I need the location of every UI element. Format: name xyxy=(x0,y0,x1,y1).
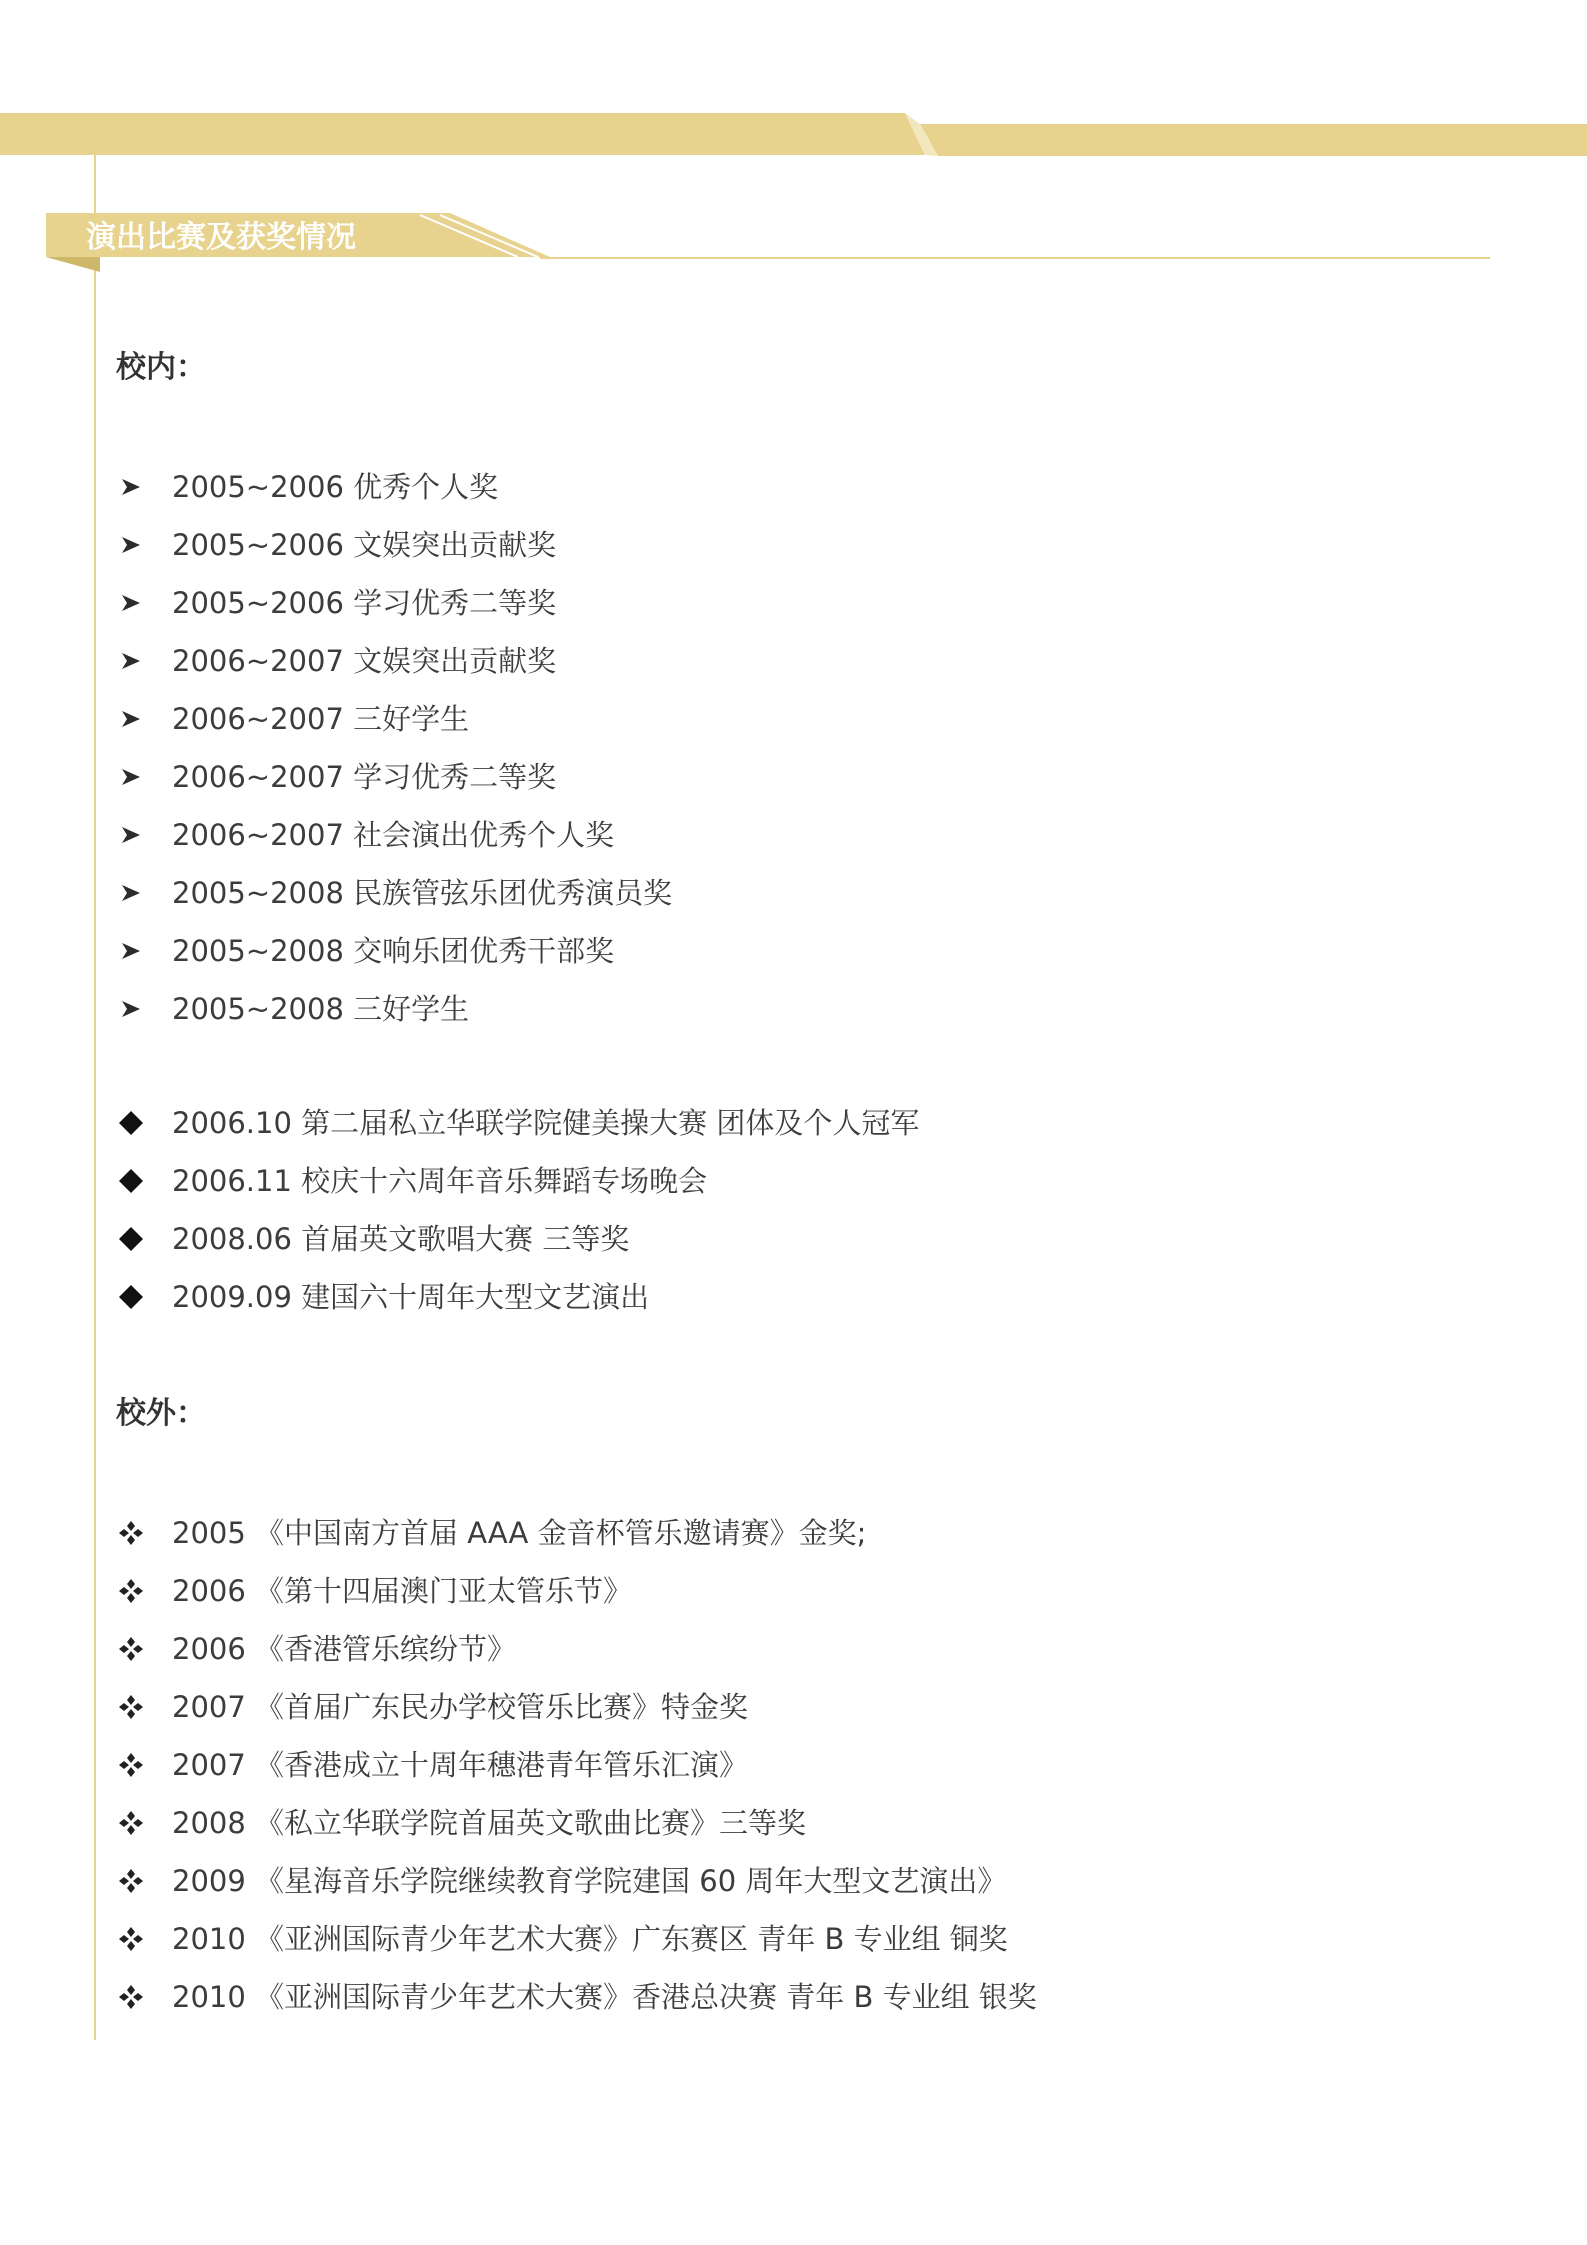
campus-heading: 校内： xyxy=(116,350,206,385)
header-decoration-band xyxy=(0,0,1587,170)
external-item-text: 2009 《星海音乐学院继续教育学院建国 60 周年大型文艺演出》 xyxy=(172,1864,1007,1898)
four-diamond-icon xyxy=(116,1910,146,1968)
list-item xyxy=(116,1678,1037,1736)
arrow-icon xyxy=(116,806,146,864)
four-diamond-icon xyxy=(116,1620,146,1678)
award-text: 2005~2006 文娱突出贡献奖 xyxy=(172,528,557,562)
award-text: 2006~2007 学习优秀二等奖 xyxy=(172,760,557,794)
list-item xyxy=(116,1910,1037,1968)
arrow-icon xyxy=(116,690,146,748)
external-item-text: 2008 《私立华联学院首届英文歌曲比赛》三等奖 xyxy=(172,1806,807,1840)
external-item-text: 2010 《亚洲国际青少年艺术大赛》广东赛区 青年 B 专业组 铜奖 xyxy=(172,1922,1008,1956)
external-item-text: 2005 《中国南方首届 AAA 金音杯管乐邀请赛》金奖; xyxy=(172,1516,867,1550)
event-text: 2006.11 校庆十六周年音乐舞蹈专场晚会 xyxy=(172,1164,708,1198)
award-text: 2006~2007 文娱突出贡献奖 xyxy=(172,644,557,678)
list-item xyxy=(116,980,672,1038)
list-item xyxy=(116,516,672,574)
four-diamond-icon xyxy=(116,1504,146,1562)
arrow-icon xyxy=(116,516,146,574)
arrow-icon xyxy=(116,632,146,690)
external-item-text: 2007 《香港成立十周年穗港青年管乐汇演》 xyxy=(172,1748,749,1782)
award-text: 2006~2007 三好学生 xyxy=(172,702,470,736)
event-text: 2008.06 首届英文歌唱大赛 三等奖 xyxy=(172,1222,630,1256)
award-text: 2005~2006 学习优秀二等奖 xyxy=(172,586,557,620)
list-item xyxy=(116,1794,1037,1852)
list-item xyxy=(116,690,672,748)
arrow-icon xyxy=(116,922,146,980)
list-item xyxy=(116,922,672,980)
diamond-icon xyxy=(116,1152,146,1210)
award-text: 2005~2006 优秀个人奖 xyxy=(172,470,499,504)
arrow-icon xyxy=(116,574,146,632)
external-item-text: 2010 《亚洲国际青少年艺术大赛》香港总决赛 青年 B 专业组 银奖 xyxy=(172,1980,1037,2014)
list-item xyxy=(116,1968,1037,2026)
list-item xyxy=(116,1210,919,1268)
award-text: 2005~2008 民族管弦乐团优秀演员奖 xyxy=(172,876,673,910)
list-item xyxy=(116,574,672,632)
event-text: 2006.10 第二届私立华联学院健美操大赛 团体及个人冠军 xyxy=(172,1106,920,1140)
list-item xyxy=(116,632,672,690)
four-diamond-icon xyxy=(116,1562,146,1620)
diamond-icon xyxy=(116,1210,146,1268)
award-text: 2006~2007 社会演出优秀个人奖 xyxy=(172,818,615,852)
list-item xyxy=(116,748,672,806)
list-item xyxy=(116,1094,919,1152)
list-item xyxy=(116,1504,1037,1562)
list-item xyxy=(116,458,672,516)
list-item xyxy=(116,1736,1037,1794)
list-item xyxy=(116,806,672,864)
external-item-text: 2006 《香港管乐缤纷节》 xyxy=(172,1632,517,1666)
arrow-icon xyxy=(116,748,146,806)
four-diamond-icon xyxy=(116,1736,146,1794)
arrow-icon xyxy=(116,458,146,516)
list-item xyxy=(116,1852,1037,1910)
list-item xyxy=(116,1268,919,1326)
diamond-icon xyxy=(116,1268,146,1326)
external-list xyxy=(116,1504,1037,2026)
award-text: 2005~2008 交响乐团优秀干部奖 xyxy=(172,934,615,968)
arrow-icon xyxy=(116,980,146,1038)
event-text: 2009.09 建国六十周年大型文艺演出 xyxy=(172,1280,650,1314)
campus-events-list xyxy=(116,1094,919,1326)
external-item-text: 2006 《第十四届澳门亚太管乐节》 xyxy=(172,1574,633,1608)
four-diamond-icon xyxy=(116,1852,146,1910)
four-diamond-icon xyxy=(116,1678,146,1736)
diamond-icon xyxy=(116,1094,146,1152)
list-item xyxy=(116,1562,1037,1620)
list-item xyxy=(116,1620,1037,1678)
section-title: 演出比赛及获奖情况 xyxy=(86,220,356,255)
four-diamond-icon xyxy=(116,1968,146,2026)
external-heading: 校外： xyxy=(116,1396,206,1431)
campus-awards-list xyxy=(116,458,672,1038)
external-item-text: 2007 《首届广东民办学校管乐比赛》特金奖 xyxy=(172,1690,749,1724)
award-text: 2005~2008 三好学生 xyxy=(172,992,470,1026)
arrow-icon xyxy=(116,864,146,922)
left-margin-rule xyxy=(94,155,96,2040)
four-diamond-icon xyxy=(116,1794,146,1852)
list-item xyxy=(116,1152,919,1210)
list-item xyxy=(116,864,672,922)
